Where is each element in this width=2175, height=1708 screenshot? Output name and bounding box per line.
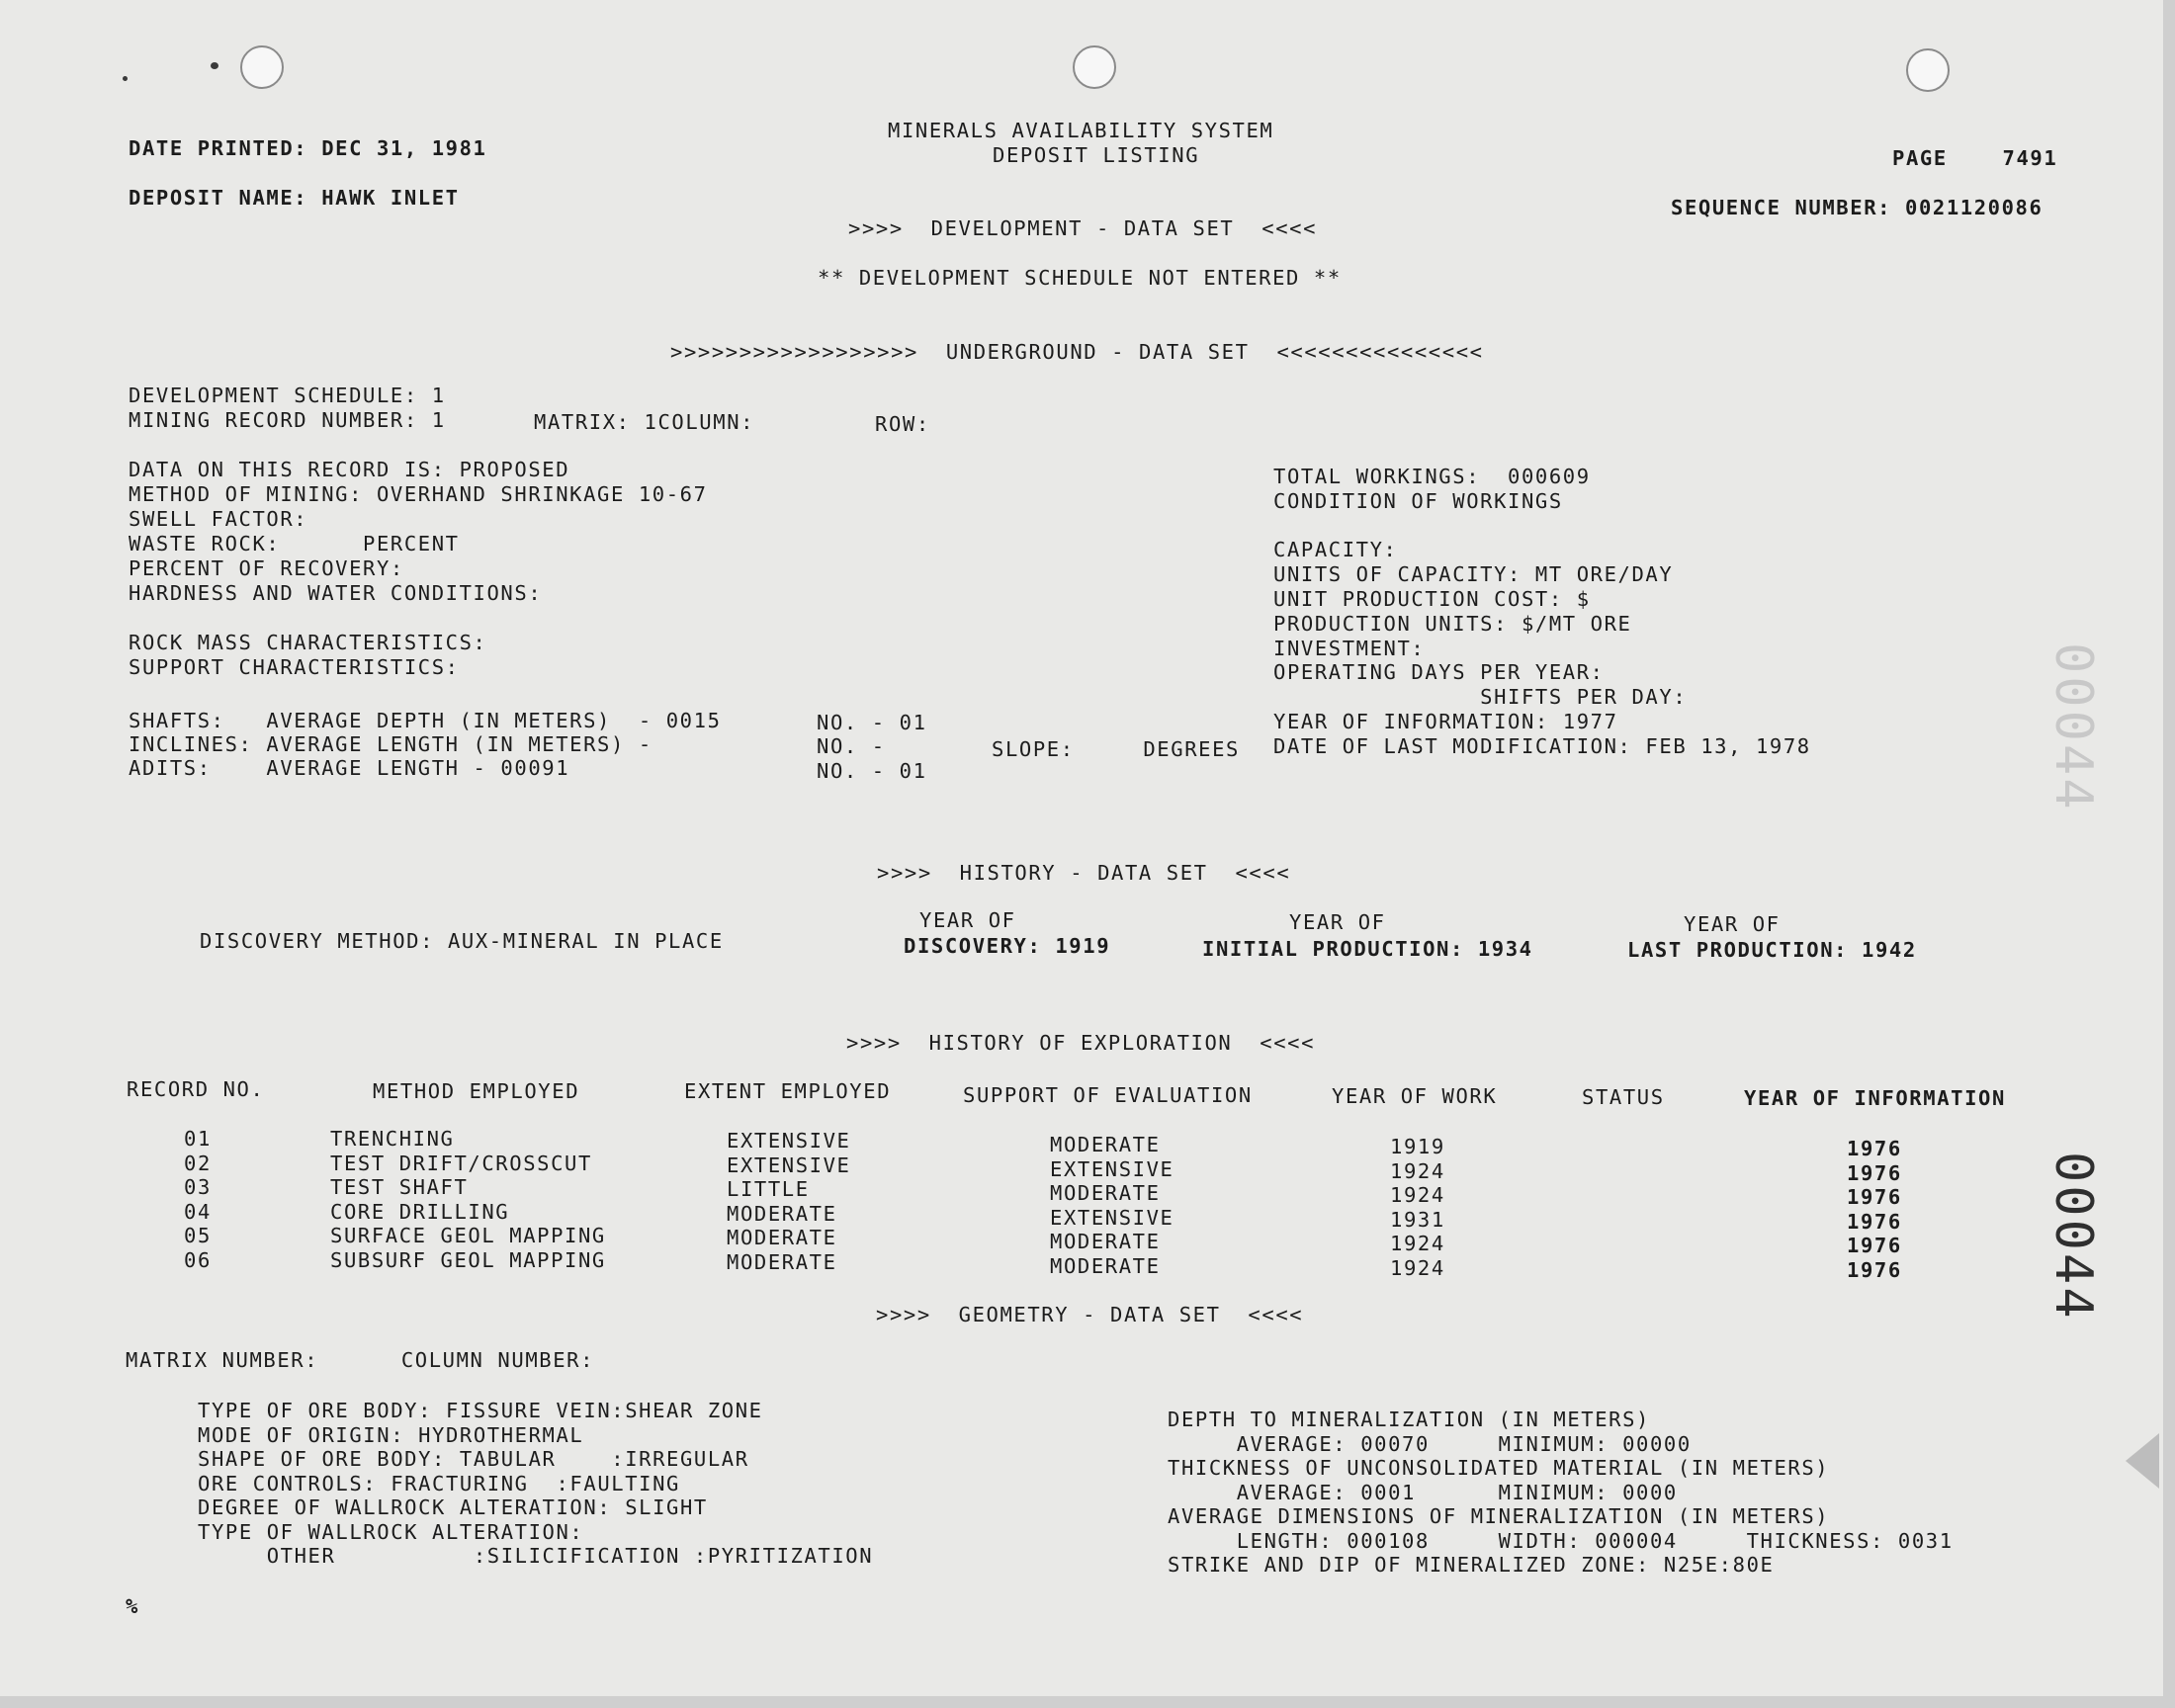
deposit-name: DEPOSIT NAME: HAWK INLET [129, 186, 460, 210]
listing-title: DEPOSIT LISTING [993, 143, 1200, 167]
method-employed: CORE DRILLING [330, 1199, 510, 1224]
development-schedule: DEVELOPMENT SCHEDULE: 1 [129, 384, 446, 407]
col-year-of-work: YEAR OF WORK [1332, 1084, 1498, 1108]
underground-field: CONDITION OF WORKINGS [1273, 488, 1563, 513]
sequence-number: SEQUENCE NUMBER: 0021120086 [1671, 196, 2044, 219]
geometry-field: MODE OF ORIGIN: HYDROTHERMAL [198, 1422, 584, 1447]
extent-employed: MODERATE [727, 1201, 837, 1226]
record-no: 01 [184, 1127, 212, 1151]
extent-employed: MODERATE [727, 1226, 837, 1250]
underground-field: DATE OF LAST MODIFICATION: FEB 13, 1978 [1273, 733, 1811, 758]
extent-employed: MODERATE [727, 1250, 837, 1274]
support-of-evaluation: EXTENSIVE [1050, 1156, 1174, 1181]
page-edge-right [2163, 0, 2175, 1708]
col-year-of-information: YEAR OF INFORMATION [1744, 1086, 2006, 1110]
geometry-field: OTHER :SILICIFICATION :PYRITIZATION [198, 1544, 874, 1568]
punch-hole-center [1073, 45, 1116, 89]
year-of-work: 1924 [1390, 1158, 1445, 1183]
year-of-information: 1976 [1847, 1185, 1902, 1210]
support-of-evaluation: MODERATE [1050, 1254, 1161, 1278]
underground-field: SHIFTS PER DAY: [1273, 685, 1688, 710]
extent-employed: EXTENSIVE [727, 1129, 851, 1153]
record-no: 06 [184, 1248, 212, 1272]
development-note: ** DEVELOPMENT SCHEDULE NOT ENTERED ** [818, 266, 1342, 290]
record-no: 04 [184, 1199, 212, 1224]
year-of-last-label: YEAR OF [1684, 912, 1781, 936]
geometry-field: DEGREE OF WALLROCK ALTERATION: SLIGHT [198, 1495, 708, 1519]
extent-employed: LITTLE [727, 1177, 810, 1202]
extent-employed: EXTENSIVE [727, 1153, 851, 1177]
row-label: ROW: [875, 412, 930, 436]
page-number: PAGE 7491 [1892, 146, 2058, 170]
support-of-evaluation: MODERATE [1050, 1181, 1161, 1206]
col-extent-employed: EXTENT EMPLOYED [684, 1079, 892, 1103]
slope-label: SLOPE: DEGREES [992, 737, 1240, 761]
year-of-work: 1924 [1390, 1232, 1445, 1256]
col-method-employed: METHOD EMPLOYED [373, 1079, 580, 1103]
geometry-field: THICKNESS OF UNCONSOLIDATED MATERIAL (IN METERS) [1168, 1456, 1830, 1480]
faded-stamped-number: 00044 [2044, 642, 2103, 812]
col-record-no: RECORD NO. [127, 1077, 265, 1101]
underground-field: UNIT PRODUCTION COST: $ [1273, 587, 1591, 611]
speck-mark [123, 76, 128, 81]
system-title: MINERALS AVAILABILITY SYSTEM [888, 119, 1274, 142]
shafts-line: SHAFTS: AVERAGE DEPTH (IN METERS) - 0015 [129, 709, 722, 732]
support-of-evaluation: MODERATE [1050, 1133, 1161, 1156]
matrix-column: MATRIX: 1COLUMN: [534, 410, 755, 434]
underground-heading: >>>>>>>>>>>>>>>>>> UNDERGROUND - DATA SET <<<<<<<<<<<<<<< [670, 340, 1484, 364]
footer-mark: % [126, 1594, 139, 1618]
geometry-field: TYPE OF WALLROCK ALTERATION: [198, 1519, 584, 1544]
method-employed: SURFACE GEOL MAPPING [330, 1224, 606, 1248]
year-of-work: 1931 [1390, 1207, 1445, 1232]
underground-field: PERCENT OF RECOVERY: [129, 556, 404, 580]
year-of-work: 1919 [1390, 1135, 1445, 1158]
inclines-count: NO. - [817, 734, 886, 758]
method-employed: SUBSURF GEOL MAPPING [330, 1248, 606, 1272]
underground-field: WASTE ROCK: PERCENT [129, 532, 460, 555]
year-of-discovery-label: YEAR OF [919, 908, 1016, 932]
exploration-heading: >>>> HISTORY OF EXPLORATION <<<< [846, 1031, 1316, 1055]
geometry-field: STRIKE AND DIP OF MINERALIZED ZONE: N25E:80E [1168, 1553, 1775, 1577]
geometry-heading: >>>> GEOMETRY - DATA SET <<<< [876, 1303, 1304, 1326]
underground-field: INVESTMENT: [1273, 636, 1426, 660]
geometry-field: LENGTH: 000108 WIDTH: 000004 THICKNESS: 0031 [1168, 1528, 1954, 1553]
year-of-information: 1976 [1847, 1234, 1902, 1258]
page-edge-bottom [0, 1696, 2175, 1708]
support-of-evaluation: MODERATE [1050, 1230, 1161, 1254]
underground-field: HARDNESS AND WATER CONDITIONS: [129, 581, 543, 605]
stamped-number: 00044 [2044, 1152, 2103, 1322]
underground-field: ROCK MASS CHARACTERISTICS: [129, 631, 487, 654]
geometry-field: AVERAGE: 00070 MINIMUM: 00000 [1168, 1431, 1692, 1456]
last-production-year: LAST PRODUCTION: 1942 [1627, 938, 1917, 962]
support-of-evaluation: EXTENSIVE [1050, 1205, 1174, 1230]
adits-count: NO. - 01 [817, 759, 927, 783]
page-notch [2126, 1433, 2159, 1489]
speck-mark [211, 62, 218, 69]
shafts-count: NO. - 01 [817, 711, 927, 734]
method-employed: TEST SHAFT [330, 1175, 469, 1200]
col-support-of-evaluation: SUPPORT OF EVALUATION [963, 1083, 1253, 1107]
underground-field: CAPACITY: [1273, 538, 1398, 562]
history-heading: >>>> HISTORY - DATA SET <<<< [877, 861, 1291, 885]
year-of-work: 1924 [1390, 1183, 1445, 1208]
method-employed: TEST DRIFT/CROSSCUT [330, 1151, 592, 1175]
underground-field: OPERATING DAYS PER YEAR: [1273, 660, 1605, 685]
punch-hole-right [1906, 48, 1950, 92]
record-no: 03 [184, 1175, 212, 1200]
geometry-field: TYPE OF ORE BODY: FISSURE VEIN:SHEAR ZONE [198, 1399, 763, 1422]
geometry-field: ORE CONTROLS: FRACTURING :FAULTING [198, 1471, 680, 1495]
adits-line: ADITS: AVERAGE LENGTH - 00091 [129, 756, 570, 780]
discovery-year: DISCOVERY: 1919 [904, 934, 1111, 958]
year-of-work: 1924 [1390, 1256, 1445, 1280]
underground-field: PRODUCTION UNITS: $/MT ORE [1273, 611, 1632, 636]
record-no: 05 [184, 1224, 212, 1248]
method-employed: TRENCHING [330, 1127, 455, 1151]
matrix-column-number: MATRIX NUMBER: COLUMN NUMBER: [126, 1348, 595, 1372]
geometry-field: DEPTH TO MINERALIZATION (IN METERS) [1168, 1408, 1650, 1431]
punch-hole-left [240, 45, 284, 89]
development-heading: >>>> DEVELOPMENT - DATA SET <<<< [848, 216, 1318, 240]
year-of-information: 1976 [1847, 1137, 1902, 1160]
date-printed: DATE PRINTED: DEC 31, 1981 [129, 136, 487, 160]
mining-record-number: MINING RECORD NUMBER: 1 [129, 408, 446, 432]
record-no: 02 [184, 1151, 212, 1175]
geometry-field: SHAPE OF ORE BODY: TABULAR :IRREGULAR [198, 1447, 749, 1471]
year-of-information: 1976 [1847, 1160, 1902, 1185]
year-of-initial-label: YEAR OF [1289, 910, 1386, 934]
underground-field: DATA ON THIS RECORD IS: PROPOSED [129, 458, 570, 481]
col-status: STATUS [1582, 1085, 1665, 1109]
year-of-information: 1976 [1847, 1258, 1902, 1282]
geometry-field: AVERAGE DIMENSIONS OF MINERALIZATION (IN METERS) [1168, 1504, 1830, 1528]
underground-field: SWELL FACTOR: [129, 507, 308, 531]
inclines-line: INCLINES: AVERAGE LENGTH (IN METERS) - [129, 732, 652, 756]
discovery-method: DISCOVERY METHOD: AUX-MINERAL IN PLACE [200, 929, 724, 953]
underground-field: SUPPORT CHARACTERISTICS: [129, 655, 460, 679]
geometry-field: AVERAGE: 0001 MINIMUM: 0000 [1168, 1480, 1678, 1504]
underground-field: TOTAL WORKINGS: 000609 [1273, 465, 1591, 488]
year-of-information: 1976 [1847, 1209, 1902, 1234]
underground-field: UNITS OF CAPACITY: MT ORE/DAY [1273, 562, 1674, 587]
initial-production-year: INITIAL PRODUCTION: 1934 [1202, 937, 1533, 961]
underground-field: YEAR OF INFORMATION: 1977 [1273, 710, 1618, 733]
underground-field: METHOD OF MINING: OVERHAND SHRINKAGE 10-67 [129, 482, 708, 506]
